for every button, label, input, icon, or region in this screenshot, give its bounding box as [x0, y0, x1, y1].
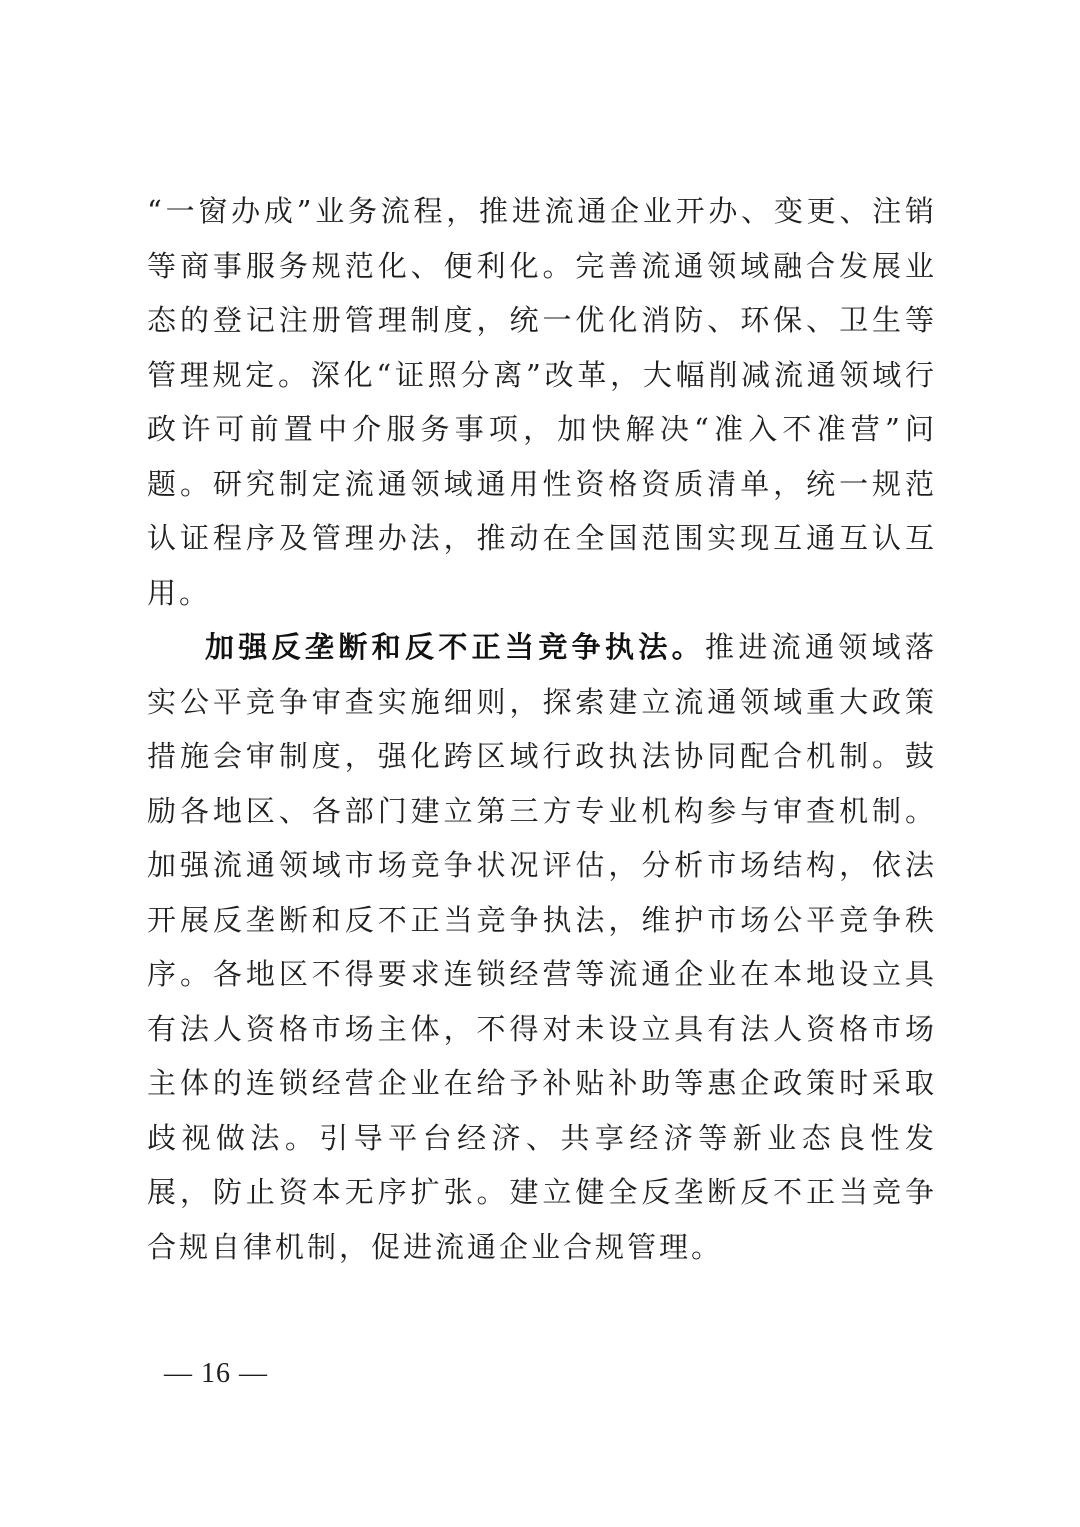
paragraph-text: “一窗办成”业务流程，推进流通企业开办、变更、注销等商事服务规范化、便利化。完善流通领域融合发展业态的登记注册管理制度，统一优化消防、环保、卫生等管理规定。深化“证照分离”改革，大幅削减流通领域行政许可前置中介服务事项，加快解决“准入不准营”问题。研究制定流通领域通用性资格资质清单，统一规范认证程序及管理办法，推动在全国范围实现互通互认互用。	[147, 194, 937, 610]
paragraph-heading: 加强反垄断和反不正当竞争执法。	[205, 630, 705, 664]
page-number: — 16 —	[164, 1358, 268, 1389]
paragraph-text: 推进流通领域落实公平竞争审查实施细则，探索建立流通领域重大政策措施会审制度，强化跨区域行政执法协同配合机制。鼓励各地区、各部门建立第三方专业机构参与审查机制。加强流通领域市场竞争状况评估，分析市场结构，依法开展反垄断和反不正当竞争执法，维护市场公平竞争秩序。各地区不得要求连锁经营等流通企业在本地设立具有法人资格市场主体，不得对未设立具有法人资格市场主体的连锁经营企业在给予补贴补助等惠企政策时采取歧视做法。引导平台经济、共享经济等新业态良性发展，防止资本无序扩张。建立健全反垄断反不正当竞争合规自律机制，促进流通企业合规管理。	[147, 630, 937, 1264]
paragraph-antitrust	[147, 620, 937, 1274]
document-body	[147, 184, 937, 1274]
paragraph-continuation	[147, 184, 937, 620]
